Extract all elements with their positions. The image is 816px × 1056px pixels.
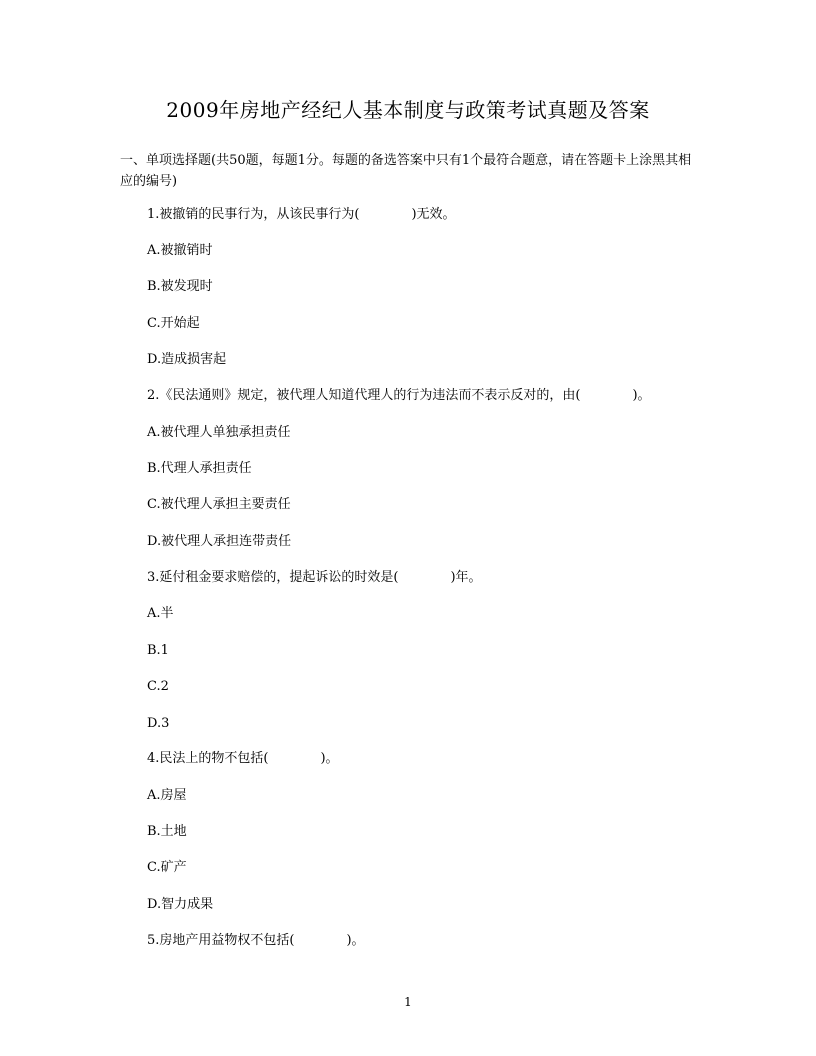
question-1: 1.被撤销的民事行为，从该民事行为( )无效。 bbox=[147, 207, 456, 222]
option-line: D.造成损害起 bbox=[147, 352, 227, 367]
question-2: 2.《民法通则》规定，被代理人知道代理人的行为违法而不表示反对的，由( )。 bbox=[147, 388, 651, 403]
option-line: C.2 bbox=[147, 679, 169, 694]
question-5: 5.房地产用益物权不包括( )。 bbox=[147, 933, 365, 948]
option-line: D.3 bbox=[147, 716, 170, 731]
option-line: B.土地 bbox=[147, 824, 187, 839]
section-header: 一、单项选择题(共50题，每题1分。每题的备选答案中只有1个最符合题意，请在答题卡上涂黑其相应的编号) bbox=[120, 153, 692, 189]
option-line: C.开始起 bbox=[147, 316, 200, 331]
option-line: C.被代理人承担主要责任 bbox=[147, 497, 291, 512]
question-3: 3.延付租金要求赔偿的，提起诉讼的时效是( )年。 bbox=[147, 570, 482, 585]
option-line: C.矿产 bbox=[147, 860, 187, 875]
option-line: B.代理人承担责任 bbox=[147, 461, 252, 476]
option-line: D.智力成果 bbox=[147, 897, 214, 912]
option-line: A.被撤销时 bbox=[147, 243, 213, 258]
option-line: B.1 bbox=[147, 643, 169, 658]
document-title: 2009年房地产经纪人基本制度与政策考试真题及答案 bbox=[166, 98, 650, 122]
option-line: B.被发现时 bbox=[147, 279, 213, 294]
question-4: 4.民法上的物不包括( )。 bbox=[147, 751, 339, 766]
page-number: 1 bbox=[404, 995, 412, 1009]
option-line: A.被代理人单独承担责任 bbox=[147, 425, 291, 440]
option-line: A.房屋 bbox=[147, 788, 187, 803]
option-line: A.半 bbox=[147, 606, 174, 621]
option-line: D.被代理人承担连带责任 bbox=[147, 534, 292, 549]
